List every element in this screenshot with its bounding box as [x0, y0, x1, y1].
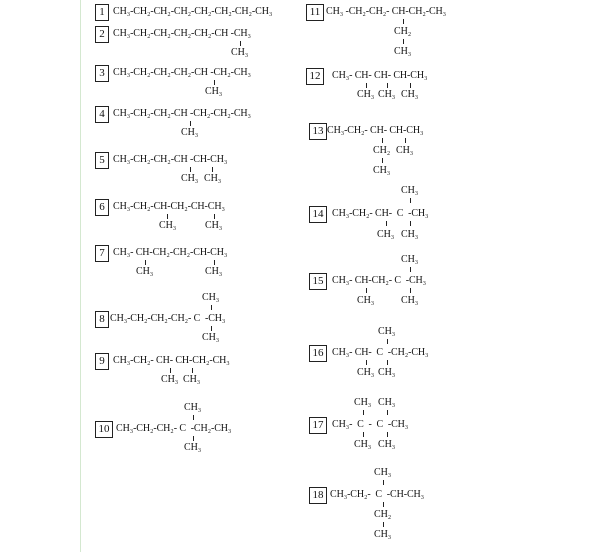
formula-main-chain: CH₃-CH₂- CH- C -CH₃ — [332, 208, 429, 219]
bond — [190, 121, 191, 126]
formula-main-chain: CH₃-CH₂-CH₂-CH -CH₂-CH₂-CH₃ — [113, 108, 251, 119]
bond — [382, 158, 383, 163]
formula-number: 15 — [309, 273, 327, 290]
formula-substituent: CH₃ — [373, 165, 391, 176]
bond — [383, 522, 384, 527]
formula-main-chain: CH₃-CH₂- CH- CH-CH₃ — [327, 125, 424, 136]
formula-substituent: CH₃ — [374, 529, 392, 540]
bond — [387, 432, 388, 437]
formula-main-chain: CH₃- CH- C -CH₂-CH₃ — [332, 347, 429, 358]
formula-substituent: CH₃ — [161, 374, 179, 385]
formula-main-chain: CH₃-CH₂-CH₂-CH -CH-CH₃ — [113, 154, 228, 165]
formula-main-chain: CH₃- CH-CH₂-CH₂-CH-CH₃ — [113, 247, 228, 258]
bond — [190, 167, 191, 172]
formula-number: 6 — [95, 199, 109, 216]
formula-substituent: CH₃ — [205, 86, 223, 97]
formula-substituent: CH₃ — [184, 442, 202, 453]
bond — [145, 260, 146, 265]
formula-substituent: CH₃ — [377, 229, 395, 240]
formula-number: 4 — [95, 106, 109, 123]
formula-substituent: CH₃ — [378, 367, 396, 378]
formula-substituent: CH₃ — [401, 89, 419, 100]
formula-main-chain: CH₃- C - C -CH₃ — [332, 419, 409, 430]
formula-substituent: CH₃ — [378, 326, 396, 337]
formula-substituent: CH₃ — [378, 397, 396, 408]
formula-substituent: CH₃ — [202, 332, 220, 343]
bond — [386, 221, 387, 226]
formula-substituent: CH₃ — [378, 89, 396, 100]
bond — [211, 305, 212, 310]
formula-substituent: CH₃ — [357, 367, 375, 378]
bond — [214, 214, 215, 219]
formula-number: 13 — [309, 123, 327, 140]
formula-main-chain: CH₃- CH-CH₂- C -CH₃ — [332, 275, 427, 286]
formula-substituent: CH₃ — [231, 47, 249, 58]
formula-number: 7 — [95, 245, 109, 262]
bond — [410, 267, 411, 272]
bond — [383, 480, 384, 485]
bond — [383, 502, 384, 507]
bond — [211, 326, 212, 331]
bond — [366, 83, 367, 88]
formula-number: 16 — [309, 345, 327, 362]
formula-main-chain: CH₃-CH₂- CH- CH-CH₂-CH₃ — [113, 355, 230, 366]
bond — [387, 339, 388, 344]
formula-substituent: CH₂ — [373, 145, 391, 156]
formula-substituent: CH₃ — [136, 266, 154, 277]
bond — [193, 436, 194, 441]
bond — [214, 80, 215, 85]
formula-substituent: CH₃ — [183, 374, 201, 385]
formula-main-chain: CH₃-CH₂-CH₂-CH₂-CH₂-CH -CH₃ — [113, 28, 251, 39]
bond — [363, 410, 364, 415]
formula-substituent: CH₃ — [202, 292, 220, 303]
formula-substituent: CH₃ — [184, 402, 202, 413]
formula-substituent: CH₃ — [394, 46, 412, 57]
bond — [212, 167, 213, 172]
bond — [214, 260, 215, 265]
formula-number: 18 — [309, 487, 327, 504]
formula-substituent: CH₃ — [401, 295, 419, 306]
formula-substituent: CH₂ — [374, 509, 392, 520]
bond — [382, 138, 383, 143]
formula-substituent: CH₂ — [394, 26, 412, 37]
formula-number: 11 — [306, 4, 324, 21]
formula-main-chain: CH₃ -CH₂-CH₂- CH-CH₂-CH₃ — [326, 6, 447, 17]
bond — [167, 214, 168, 219]
formula-main-chain: CH₃-CH₂-CH₂- C -CH₂-CH₃ — [116, 423, 232, 434]
formula-main-chain: CH₃-CH₂-CH-CH₂-CH-CH₃ — [113, 201, 225, 212]
formula-substituent: CH₃ — [357, 295, 375, 306]
formula-substituent: CH₃ — [401, 254, 419, 265]
formula-substituent: CH₃ — [354, 397, 372, 408]
formula-substituent: CH₃ — [354, 439, 372, 450]
bond — [405, 138, 406, 143]
formula-substituent: CH₃ — [181, 173, 199, 184]
formula-substituent: CH₃ — [378, 439, 396, 450]
formula-number: 14 — [309, 206, 327, 223]
formula-number: 12 — [306, 68, 324, 85]
formula-number: 10 — [95, 421, 113, 438]
bond — [170, 368, 171, 373]
formula-substituent: CH₃ — [357, 89, 375, 100]
bond — [410, 221, 411, 226]
bond — [387, 83, 388, 88]
formula-substituent: CH₃ — [181, 127, 199, 138]
formula-number: 8 — [95, 311, 109, 328]
bond — [410, 198, 411, 203]
bond — [410, 83, 411, 88]
bond — [240, 41, 241, 46]
bond — [363, 432, 364, 437]
bond — [366, 288, 367, 293]
bond — [403, 39, 404, 44]
formula-substituent: CH₃ — [159, 220, 177, 231]
formula-substituent: CH₃ — [204, 173, 222, 184]
margin-line — [80, 0, 81, 552]
formula-number: 2 — [95, 26, 109, 43]
formula-main-chain: CH₃-CH₂-CH₂-CH₂-CH -CH₂-CH₃ — [113, 67, 251, 78]
formula-number: 9 — [95, 353, 109, 370]
formula-main-chain: CH₃- CH- CH- CH-CH₃ — [332, 70, 428, 81]
bond — [192, 368, 193, 373]
bond — [403, 19, 404, 24]
formula-number: 17 — [309, 417, 327, 434]
formula-substituent: CH₃ — [374, 467, 392, 478]
formula-main-chain: CH₃-CH₂- C -CH-CH₃ — [330, 489, 425, 500]
bond — [366, 360, 367, 365]
formula-number: 3 — [95, 65, 109, 82]
bond — [387, 360, 388, 365]
bond — [410, 288, 411, 293]
formula-number: 1 — [95, 4, 109, 21]
formula-substituent: CH₃ — [401, 229, 419, 240]
formula-main-chain: CH₃-CH₂-CH₂-CH₂-CH₂-CH₂-CH₂-CH₃ — [113, 6, 273, 17]
formula-number: 5 — [95, 152, 109, 169]
formula-substituent: CH₃ — [205, 266, 223, 277]
bond — [193, 415, 194, 420]
formula-substituent: CH₃ — [205, 220, 223, 231]
formula-substituent: CH₃ — [401, 185, 419, 196]
formula-substituent: CH₃ — [396, 145, 414, 156]
formula-main-chain: CH₃-CH₂-CH₂-CH₂- C -CH₃ — [110, 313, 226, 324]
bond — [387, 410, 388, 415]
